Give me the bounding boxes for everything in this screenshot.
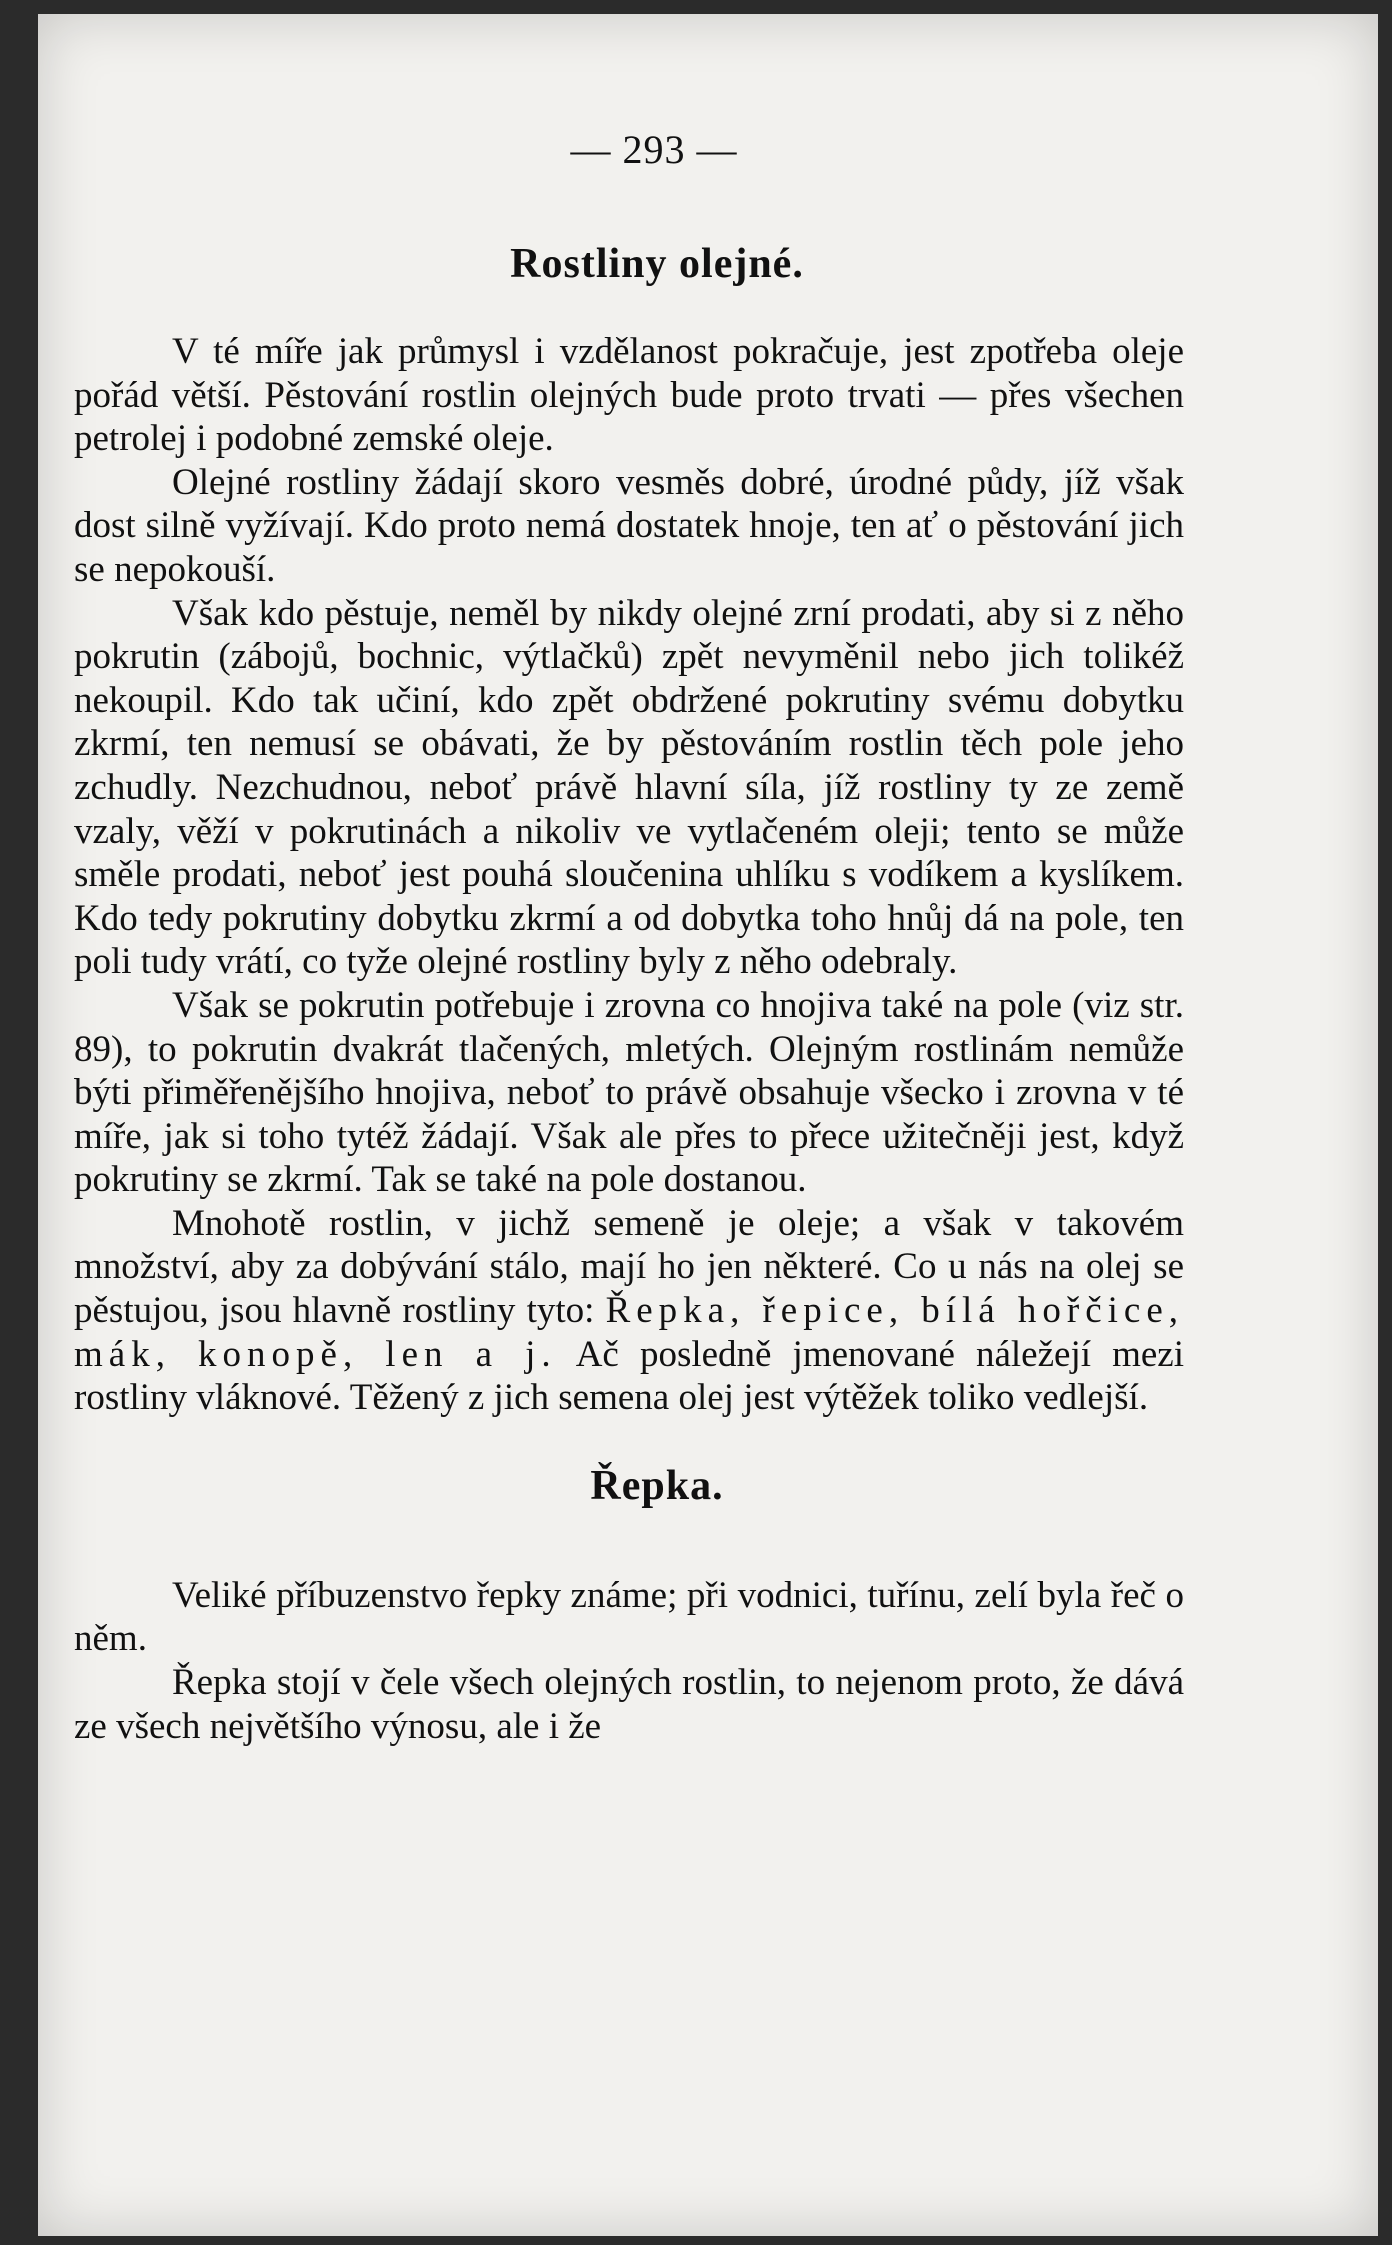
paragraph-text: Ač posledně jmenované náležejí mezi rostliny vláknové. Těžený z jich semena olej jest výtěžek toliko vedlejší. xyxy=(74,1333,1185,1419)
paragraph: V té míře jak průmysl i vzdělanost pokračuje, jest zpotřeba oleje pořád větší. Pěstování rostlin olejných bude proto trvati — přes všechen petrolej i podobné zemské oleje. xyxy=(74,331,1184,460)
book-page xyxy=(38,14,1378,2236)
paragraph: Veliké příbuzenstvo řepky známe; při vodnici, tuřínu, zelí byla řeč o něm. xyxy=(74,1574,1184,1660)
page-number: — 293 — xyxy=(570,127,738,172)
paragraph: Olejné rostliny žádají skoro vesměs dobré, úrodné půdy, jíž však dost silně vyžívají. Kdo proto nemá dostatek hnoje, ten ať o pěstování jich se nepokouší. xyxy=(74,461,1184,590)
page-text xyxy=(74,126,1184,1748)
paragraph: Řepka stojí v čele všech olejných rostlin, to nejenom proto, že dává ze všech největšího výnosu, ale i že xyxy=(74,1662,1184,1747)
paragraph-text: Mnohotě rostlin, v jichž semeně je oleje; a však v takovém množství, aby za dobývání stálo, mají ho jen některé. Co u nás na olej se pěstujou, jsou hlavně rostliny tyto: xyxy=(74,1202,1184,1332)
paragraph: Však se pokrutin potřebuje i zrovna co hnojiva také na pole (viz str. 89), to pokrutin dvakrát tlačených, mletých. Olejným rostlinám nemůže býti přiměřenějšího hnojiva, neboť to právě obsahuje všecko i zrovna v té míře, jak si toho tytéž žádají. Však ale přes to přece užitečněji jest, když pokrutiny se zkrmí. Tak se také na pole dostanou. xyxy=(74,984,1184,1201)
paragraph xyxy=(74,1202,1184,1420)
paragraph: Však kdo pěstuje, neměl by nikdy olejné zrní prodati, aby si z něho pokrutin (zábojů, bochnic, výtlačků) zpět nevyměnil nebo jich tolikéž nekoupil. Kdo tak učiní, kdo zpět obdržené pokrutiny svému dobytku zkrmí, ten nemusí se obávati, že by pěstováním rostlin těch pole jeho zchudly. Nezchudnou, neboť právě hlavní síla, jíž rostliny ty ze země vzaly, věží v pokrutinách a nikoliv ve vytlačeném oleji; tento se může směle prodati, neboť jest pouhá sloučenina uhlíku s vodíkem a kyslíkem. Kdo tedy pokrutiny dobytku zkrmí a od dobytka toho hnůj dá na pole, ten poli tudy vrátí, co tyže olejné rostliny byly z něho odebraly. xyxy=(74,592,1184,983)
plant-list-spaced: Řepka, řepice, bílá hořčice, mák, konopě, len a j. xyxy=(74,1290,1184,1375)
section-heading-oil-plants: Rostliny olejné. xyxy=(510,241,804,287)
section-heading-rapeseed: Řepka. xyxy=(590,1462,724,1509)
